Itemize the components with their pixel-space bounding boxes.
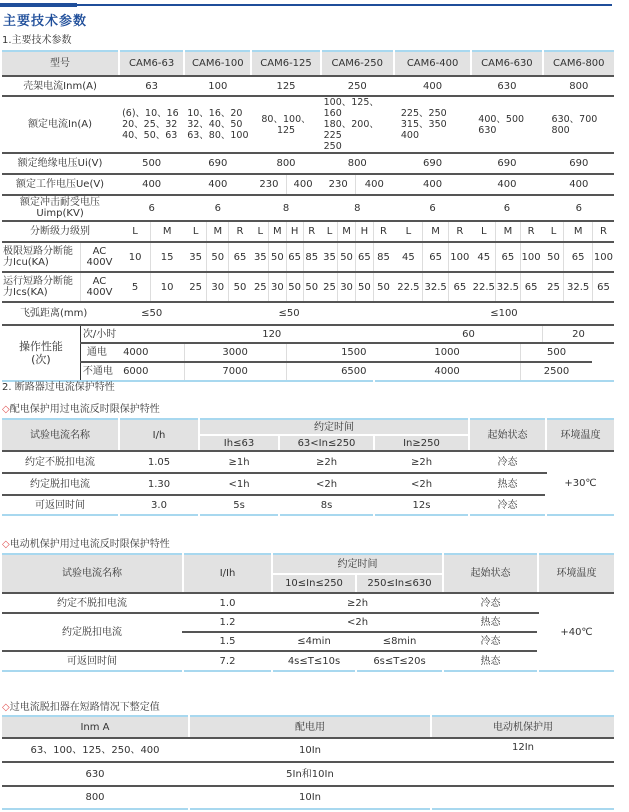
header-name: 试验电流名称 <box>2 419 119 451</box>
ac-label <box>80 242 119 272</box>
cell: 35 <box>251 242 268 272</box>
cell: 4s≤T≤10s <box>272 651 356 671</box>
impulse-voltage-row <box>2 195 614 221</box>
cell: 冷态 <box>443 632 538 651</box>
cell: M <box>269 221 286 242</box>
icu-row <box>2 242 614 272</box>
header-row <box>2 554 614 574</box>
cell: 50 <box>338 242 355 272</box>
motor-title <box>2 535 170 550</box>
cell <box>321 96 394 153</box>
ac-label <box>80 272 119 302</box>
cell: 400 <box>471 174 542 195</box>
spec-table <box>2 50 614 382</box>
cell: 20 <box>543 325 614 343</box>
cell: 约定不脱扣电流 <box>2 593 183 613</box>
line: 运行短路分断能 <box>3 276 73 287</box>
cell: 50 <box>543 242 564 272</box>
header-time: 约定时间 <box>199 419 469 435</box>
line: 32、40、50 <box>187 119 243 130</box>
diamond-icon: ◇ <box>2 539 10 550</box>
cell: 85 <box>303 242 320 272</box>
cell: 65 <box>592 272 614 302</box>
line: 额定冲击耐受电压 <box>20 197 101 208</box>
cell: 8 <box>321 195 394 221</box>
cell: 8s <box>279 495 374 515</box>
row-label: 额定绝缘电压Ui(V) <box>2 153 119 174</box>
cell: 630 <box>2 762 189 786</box>
cell: 690 <box>184 153 251 174</box>
cell: 热态 <box>443 651 538 671</box>
row-label <box>2 242 80 272</box>
row-label: 壳架电流Inm(A) <box>2 76 119 96</box>
short-circuit-table <box>2 715 614 810</box>
cell: 15 <box>151 242 185 272</box>
line: 800 <box>551 124 570 136</box>
cell: 22.5 <box>471 272 495 302</box>
line: Uimp(KV) <box>36 208 84 219</box>
cell: 65 <box>449 272 471 302</box>
frame-current-row <box>2 76 614 96</box>
cell: 400 <box>355 174 394 195</box>
row-label: 不通电 <box>82 366 113 377</box>
cell: L <box>543 221 564 242</box>
motor-title-text: 电动机保护用过电流反时限保护特性 <box>9 539 170 550</box>
cell: 400 <box>394 76 471 96</box>
cell: 400 <box>119 174 184 195</box>
header-cell: 电动机保护用 <box>431 716 614 738</box>
cell: M <box>151 221 185 242</box>
cell: 80、100、125 <box>251 96 320 153</box>
cell: 35 <box>184 242 206 272</box>
line: 400 <box>400 130 420 141</box>
header-time-sub: Ih≤63 <box>199 435 279 451</box>
title-rule <box>0 4 612 6</box>
cell: 100 <box>592 242 614 272</box>
cell <box>394 96 471 153</box>
cell: 6 <box>471 195 542 221</box>
diamond-icon: ◇ <box>2 404 10 415</box>
line: 315、350 <box>400 119 447 130</box>
cell: 63 <box>119 76 184 96</box>
cell: 6 <box>119 195 184 221</box>
model-header: CAM6-250 <box>321 51 394 76</box>
line: 20、25、32 <box>122 119 178 130</box>
cell: 230 <box>321 174 356 195</box>
line: 400、500 <box>478 113 525 125</box>
row-label: 分断级力级别 <box>2 221 119 242</box>
line: 10、16、20 <box>187 108 243 119</box>
arc-distance-row <box>2 302 614 325</box>
table-row <box>2 762 614 786</box>
cell: 10 <box>151 272 185 302</box>
short-title <box>2 698 160 713</box>
header-row <box>2 716 614 738</box>
cell: 25 <box>321 272 338 302</box>
cell: 7.2 <box>183 651 272 671</box>
cell: 3000 <box>184 343 286 362</box>
line: 力Icu(KA) <box>3 257 49 268</box>
cell: R <box>592 221 614 242</box>
row-label: 次/小时 <box>80 325 150 343</box>
cell: 35 <box>321 242 338 272</box>
cell: 6 <box>394 195 471 221</box>
line: 100、125、160 <box>323 97 379 119</box>
cell: 热态 <box>443 613 538 632</box>
cell: 65 <box>520 272 542 302</box>
dist-protection-table <box>2 418 614 516</box>
line: 630 <box>478 124 497 136</box>
header-time-sub: 63<In≤250 <box>279 435 374 451</box>
cell: 10 <box>119 242 151 272</box>
cell: 32.5 <box>496 272 520 302</box>
working-voltage-row <box>2 174 614 195</box>
cell: R <box>520 221 542 242</box>
row-label: 通电 <box>80 343 119 362</box>
line: 操作性能 <box>18 340 63 353</box>
cell: 400 <box>394 174 471 195</box>
per-hour-row <box>2 325 614 343</box>
model-header: CAM6-100 <box>184 51 251 76</box>
cell: 6 <box>543 195 614 221</box>
cell: 50 <box>207 242 229 272</box>
cell: ≥1h <box>199 451 279 473</box>
dist-title-text: 配电保护用过电流反时限保护特性 <box>9 404 160 415</box>
row-label: 额定工作电压Ue(V) <box>2 174 119 195</box>
cell: M <box>564 221 593 242</box>
cell: 22.5 <box>394 272 423 302</box>
cell: ≥2h <box>279 451 374 473</box>
cell: 120 <box>151 325 394 343</box>
cell: 6000 <box>123 366 149 377</box>
cell: 400 <box>543 174 614 195</box>
line: AC <box>92 246 107 257</box>
section2-title: 2. 断路器过电流保护特性 <box>2 382 115 393</box>
line: 630、700 <box>551 113 598 125</box>
cell: 230 <box>251 174 286 195</box>
cell: 1500 <box>286 343 374 362</box>
cell: ≥2h <box>374 451 469 473</box>
row-label: 额定电流In(A) <box>2 96 119 153</box>
operation-label <box>2 325 80 381</box>
model-header: CAM6-125 <box>251 51 320 76</box>
dist-title <box>2 400 160 415</box>
cell: L <box>184 221 206 242</box>
cell: 630 <box>471 76 542 96</box>
cell: 65 <box>564 242 593 272</box>
cell: 125 <box>251 76 320 96</box>
cell: M <box>496 221 520 242</box>
row-label: 飞弧距离(mm) <box>2 302 119 325</box>
model-label: 型号 <box>2 51 119 76</box>
cell: R <box>229 221 251 242</box>
cell: 冷态 <box>469 495 546 515</box>
cell: L <box>471 221 495 242</box>
cell: 400 <box>286 174 321 195</box>
cell <box>119 96 184 153</box>
header-ratio: I/Ih <box>183 554 272 593</box>
cell: 45 <box>394 242 423 272</box>
cell: 冷态 <box>443 593 538 613</box>
motor-protection-table <box>2 553 614 672</box>
cell <box>543 96 614 153</box>
cell: 5s <box>199 495 279 515</box>
cell: 12In <box>431 738 614 762</box>
cell: L <box>321 221 338 242</box>
cell: 250 <box>321 76 394 96</box>
line: 400V <box>86 257 113 268</box>
cell: ≤4min <box>272 632 356 651</box>
cell: 25 <box>184 272 206 302</box>
cell: 32.5 <box>564 272 593 302</box>
model-header: CAM6-400 <box>394 51 471 76</box>
cell: <2h <box>374 473 469 495</box>
header-cell: 配电用 <box>189 716 431 738</box>
cell: 1000 <box>374 343 521 362</box>
header-name: 试验电流名称 <box>2 554 183 593</box>
cell: 约定脱扣电流 <box>2 473 119 495</box>
line: 180、200、225 <box>323 119 379 141</box>
cell: 30 <box>269 272 286 302</box>
row-label <box>2 195 119 221</box>
short-title-text: 过电流脱扣器在短路情况下整定值 <box>9 702 160 713</box>
cell: 30 <box>207 272 229 302</box>
row-label <box>2 272 80 302</box>
cell: M <box>338 221 355 242</box>
diamond-icon: ◇ <box>2 702 10 713</box>
header-temp: 环境温度 <box>538 554 614 593</box>
cell: 63、100、125、250、400 <box>2 738 189 762</box>
cell: 32.5 <box>422 272 448 302</box>
header-state: 起始状态 <box>469 419 546 451</box>
model-header: CAM6-63 <box>119 51 184 76</box>
model-header-row <box>2 51 614 76</box>
table-row <box>2 738 614 762</box>
cell <box>471 96 542 153</box>
cell: 30 <box>338 272 355 302</box>
cell: 4000 <box>374 362 521 381</box>
cell: 50 <box>374 272 394 302</box>
cell: ≤100 <box>394 302 614 325</box>
cell: M <box>207 221 229 242</box>
cell: <2h <box>272 613 443 632</box>
cell: 6 <box>184 195 251 221</box>
cell: 约定脱扣电流 <box>2 613 183 651</box>
line: 极限短路分断能 <box>3 246 73 257</box>
line: 400V <box>86 287 113 298</box>
model-header: CAM6-630 <box>471 51 542 76</box>
header-time-sub: 10≤In≤250 <box>272 574 356 593</box>
cell: 热态 <box>469 473 546 495</box>
cell: 1.2 <box>183 613 272 632</box>
cell: 6500 <box>286 362 374 381</box>
cell: 50 <box>286 272 303 302</box>
cell: 2500 <box>520 362 592 381</box>
cell: 1.5 <box>183 632 272 651</box>
line: 63、80、100 <box>187 130 249 141</box>
cell: 1.0 <box>183 593 272 613</box>
cell: 500 <box>520 343 592 362</box>
cell: 500 <box>119 153 184 174</box>
cell: 65 <box>286 242 303 272</box>
cell: <1h <box>199 473 279 495</box>
cell: 5In和10In <box>189 762 431 786</box>
header-time: 约定时间 <box>272 554 443 574</box>
cell: ≤50 <box>119 302 184 325</box>
cell: <2h <box>279 473 374 495</box>
table-row <box>2 451 614 473</box>
cell: 4000 <box>119 343 184 362</box>
cell: 50 <box>269 242 286 272</box>
cell: L <box>251 221 268 242</box>
header-cell: Inm A <box>2 716 189 738</box>
cell: 可返回时间 <box>67 655 117 667</box>
temp-cell: +30℃ <box>546 451 614 515</box>
cell <box>431 762 614 786</box>
cell: 25 <box>543 272 564 302</box>
header-row <box>2 419 614 435</box>
cell: 690 <box>543 153 614 174</box>
ics-row <box>2 272 614 302</box>
cell: R <box>374 221 394 242</box>
cell: 50 <box>355 272 373 302</box>
line: (次) <box>31 353 51 366</box>
cell: H <box>286 221 303 242</box>
cell: R <box>449 221 471 242</box>
table-row <box>2 473 614 495</box>
line: 力Ics(KA) <box>3 287 48 298</box>
cell: 5 <box>119 272 151 302</box>
cell <box>431 786 614 809</box>
cell: 100 <box>449 242 471 272</box>
header-time-sub: In≥250 <box>374 435 469 451</box>
header-state: 起始状态 <box>443 554 538 593</box>
insulation-voltage-row <box>2 153 614 174</box>
cell: 800 <box>543 76 614 96</box>
cell: H <box>355 221 373 242</box>
cell: 65 <box>422 242 448 272</box>
cell: R <box>303 221 320 242</box>
cell: 约定不脱扣电流 <box>2 451 119 473</box>
section1-title: 1.主要技术参数 <box>2 35 72 46</box>
cell: L <box>394 221 423 242</box>
cell: 10In <box>189 786 431 809</box>
cell: 50 <box>303 272 320 302</box>
cell: 100 <box>520 242 542 272</box>
cell: 6s≤T≤20s <box>356 651 443 671</box>
line: AC <box>92 276 107 287</box>
cell: 7000 <box>184 362 286 381</box>
cell: 12s <box>374 495 469 515</box>
cell: 85 <box>374 242 394 272</box>
cell: 可返回时间 <box>35 499 85 511</box>
cell: 65 <box>229 242 251 272</box>
cell: 冷态 <box>469 451 546 473</box>
table-row <box>2 786 614 809</box>
break-level-row <box>2 221 614 242</box>
cell: L <box>119 221 151 242</box>
cell: 1.30 <box>119 473 199 495</box>
cell: 65 <box>355 242 373 272</box>
cell: 50 <box>229 272 251 302</box>
cell: 3.0 <box>119 495 199 515</box>
cell: ≥2h <box>272 593 443 613</box>
header-ratio: I/h <box>119 419 199 451</box>
line: 225、250 <box>400 108 447 119</box>
cell: ≤8min <box>356 632 443 651</box>
powered-row <box>2 343 614 362</box>
cell: M <box>422 221 448 242</box>
cell: 25 <box>251 272 268 302</box>
cell: 800 <box>321 153 394 174</box>
cell: 690 <box>471 153 542 174</box>
cell: 45 <box>471 242 495 272</box>
table-row <box>2 593 614 613</box>
cell: 100 <box>184 76 251 96</box>
page-title: 主要技术参数 <box>3 14 88 29</box>
cell: 690 <box>394 153 471 174</box>
line: 250 <box>323 141 342 152</box>
cell: 60 <box>394 325 543 343</box>
model-header: CAM6-800 <box>543 51 614 76</box>
line: (6)、10、16 <box>122 108 179 119</box>
temp-cell: +40℃ <box>538 593 614 671</box>
header-temp: 环境温度 <box>546 419 614 451</box>
cell: 8 <box>251 195 320 221</box>
rated-current-row <box>2 96 614 153</box>
cell: 400 <box>184 174 251 195</box>
cell <box>184 96 251 153</box>
cell: 1.05 <box>119 451 199 473</box>
cell: 800 <box>251 153 320 174</box>
cell: ≤50 <box>184 302 394 325</box>
cell: 800 <box>85 792 105 803</box>
table-row <box>2 613 614 632</box>
table-row <box>2 495 614 515</box>
cell: 65 <box>496 242 520 272</box>
cell: 10In <box>189 738 431 762</box>
table-row <box>2 651 614 671</box>
line: 40、50、63 <box>122 130 178 141</box>
header-time-sub: 250≤In≤630 <box>356 574 443 593</box>
